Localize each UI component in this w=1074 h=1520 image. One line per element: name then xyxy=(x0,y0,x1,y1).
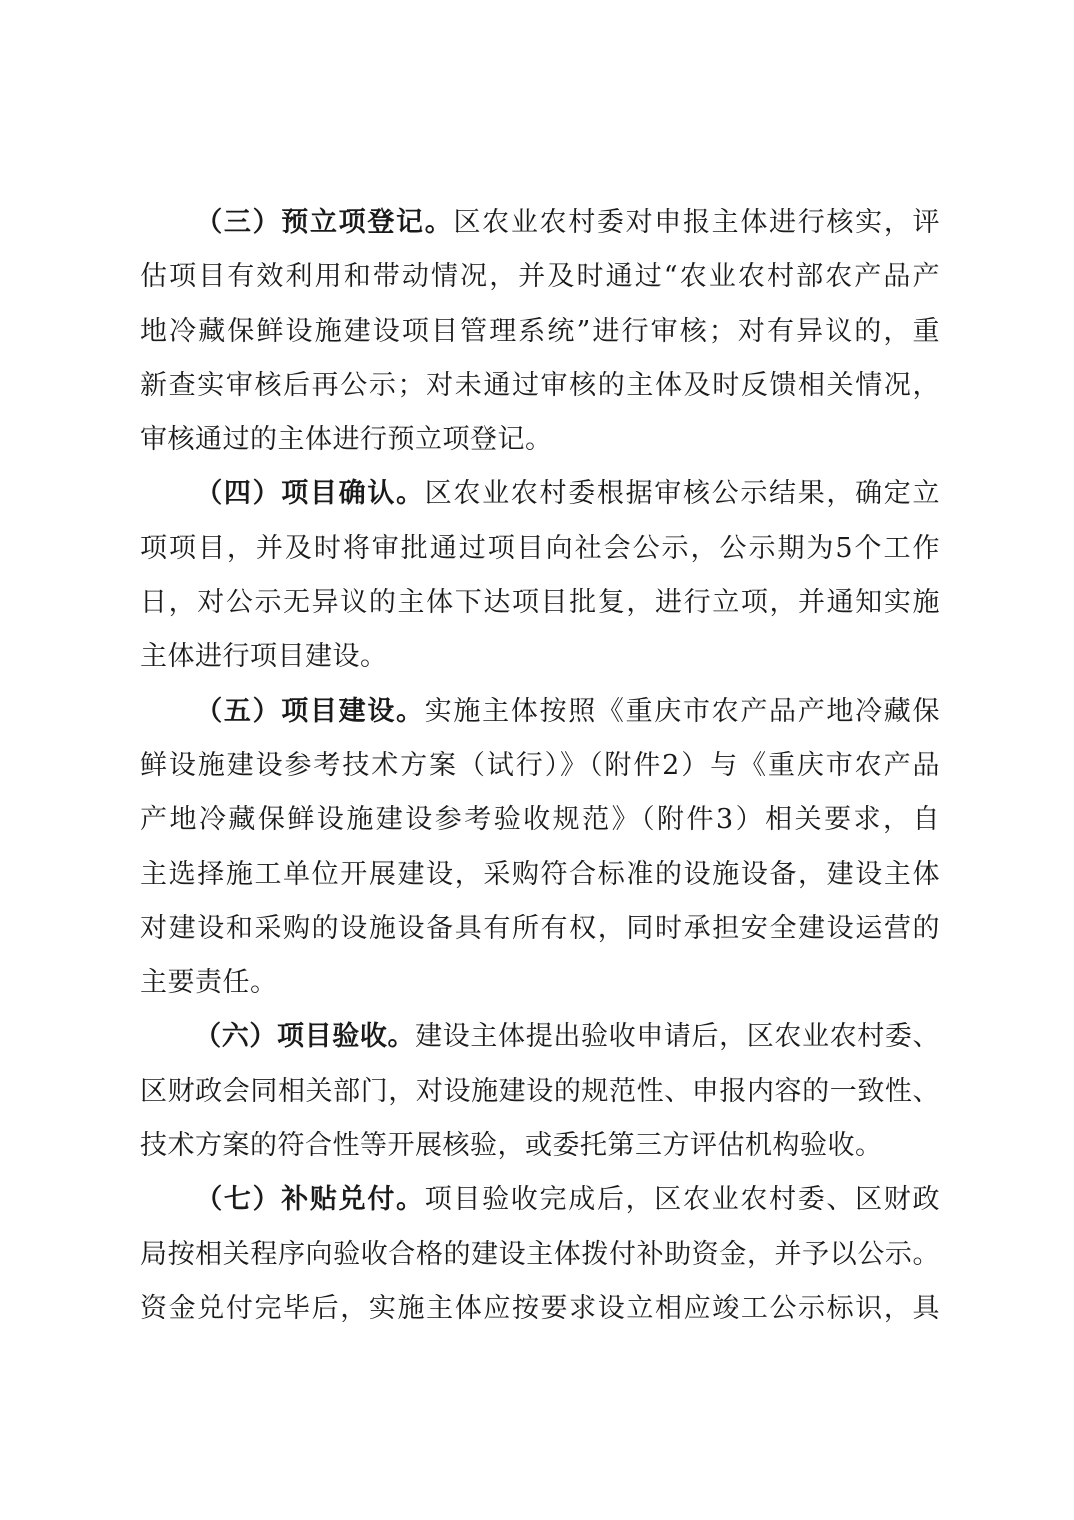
document-body xyxy=(140,196,940,1336)
section-5-heading: （五）项目建设。 xyxy=(194,695,425,727)
section-6-line-3: 技术方案的符合性等开展核验，或委托第三方评估机构验收。 xyxy=(140,1130,883,1162)
section-3-line-2: 估项目有效利用和带动情况，并及时通过“农业农村部农产品产 xyxy=(140,261,940,293)
section-5-line-4: 主选择施工单位开展建设，采购符合标准的设施设备，建设主体 xyxy=(140,858,940,890)
section-5-line-3: 产地冷藏保鲜设施建设参考验收规范》（附件3）相关要求，自 xyxy=(140,804,940,836)
section-6-heading: （六）项目验收。 xyxy=(194,1021,416,1053)
section-4-line-2: 项项目，并及时将审批通过项目向社会公示，公示期为5个工作 xyxy=(140,532,940,564)
section-3-line-4: 新查实审核后再公示；对未通过审核的主体及时反馈相关情况， xyxy=(140,369,940,401)
section-4-line-4: 主体进行项目建设。 xyxy=(140,641,388,673)
section-6-line-1: 建设主体提出验收申请后，区农业农村委、 xyxy=(415,1021,941,1053)
section-7-first-line xyxy=(140,1173,940,1227)
section-4-first-line xyxy=(140,467,940,521)
section-7-line-2: 局按相关程序向验收合格的建设主体拨付补助资金，并予以公示。 xyxy=(140,1238,940,1270)
section-6-line-2: 区财政会同相关部门，对设施建设的规范性、申报内容的一致性、 xyxy=(140,1075,940,1107)
section-5-line-2: 鲜设施建设参考技术方案（试行）》（附件2）与《重庆市农产品 xyxy=(140,749,940,781)
section-3-heading: （三）预立项登记。 xyxy=(194,207,454,238)
section-3-first-line xyxy=(140,196,940,250)
section-3-line-5: 审核通过的主体进行预立项登记。 xyxy=(140,424,553,456)
section-6-first-line xyxy=(140,1010,940,1064)
section-5-line-1: 实施主体按照《重庆市农产品产地冷藏保 xyxy=(424,695,941,727)
section-4-heading: （四）项目确认。 xyxy=(194,478,425,510)
section-7-line-3: 资金兑付完毕后，实施主体应按要求设立相应竣工公示标识，具 xyxy=(140,1292,940,1324)
section-4-line-1: 区农业农村委根据审核公示结果，确定立 xyxy=(424,478,941,510)
section-7-line-1: 项目验收完成后，区农业农村委、区财政 xyxy=(424,1184,941,1216)
section-3-line-3: 地冷藏保鲜设施建设项目管理系统”进行审核；对有异议的，重 xyxy=(140,315,940,347)
section-3-line-1: 区农业农村委对申报主体进行核实，评 xyxy=(453,207,941,238)
section-5-line-5: 对建设和采购的设施设备具有所有权，同时承担安全建设运营的 xyxy=(140,912,940,944)
section-7-heading: （七）补贴兑付。 xyxy=(194,1184,425,1216)
section-5-first-line xyxy=(140,685,940,739)
section-4-line-3: 日，对公示无异议的主体下达项目批复，进行立项，并通知实施 xyxy=(140,587,940,619)
section-5-line-6: 主要责任。 xyxy=(140,967,278,999)
